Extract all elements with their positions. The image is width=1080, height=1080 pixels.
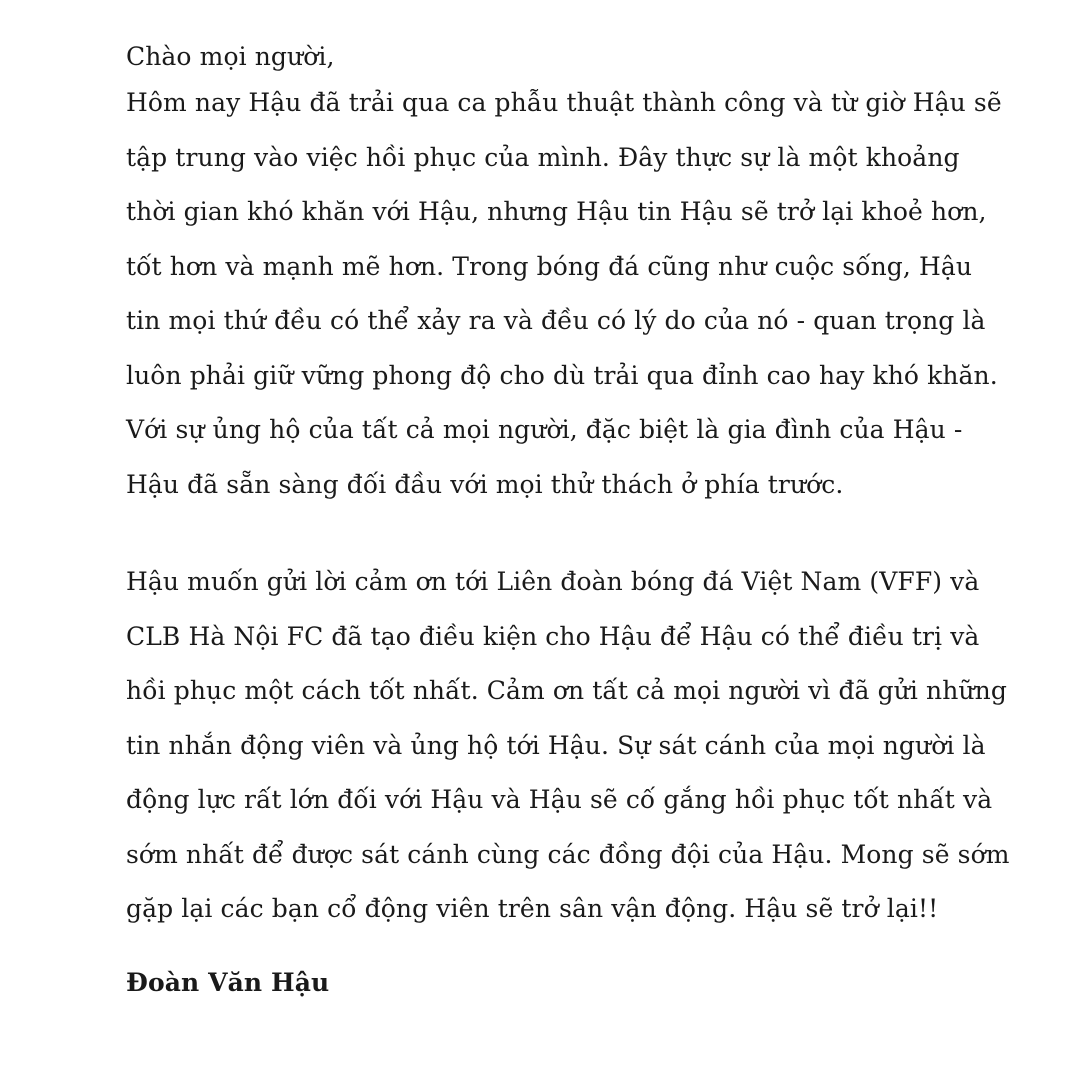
paragraph-1-line: Với sự ủng hộ của tất cả mọi người, đặc biệt là gia đình của Hậu - bbox=[126, 415, 963, 444]
paragraph-2-line: Hậu muốn gửi lời cảm ơn tới Liên đoàn bóng đá Việt Nam (VFF) và bbox=[126, 567, 980, 596]
paragraph-1-line: Hôm nay Hậu đã trải qua ca phẫu thuật thành công và từ giờ Hậu sẽ bbox=[126, 88, 1002, 117]
paragraph-1-line: luôn phải giữ vững phong độ cho dù trải qua đỉnh cao hay khó khăn. bbox=[126, 360, 998, 390]
paragraph-2-line: động lực rất lớn đối với Hậu và Hậu sẽ cố gắng hồi phục tốt nhất và bbox=[126, 785, 993, 814]
paragraph-2-line: tin nhắn động viên và ủng hộ tới Hậu. Sự sát cánh của mọi người là bbox=[126, 730, 986, 760]
greeting: Chào mọi người, bbox=[126, 42, 335, 71]
letter-body bbox=[126, 34, 1026, 1006]
paragraph-spacer bbox=[126, 516, 1026, 559]
paragraph-1-line: thời gian khó khăn với Hậu, nhưng Hậu tin Hậu sẽ trở lại khoẻ hơn, bbox=[126, 197, 987, 226]
paragraph-2-line: gặp lại các bạn cổ động viên trên sân vận động. Hậu sẽ trở lại!! bbox=[126, 894, 939, 923]
paragraph-2-line: CLB Hà Nội FC đã tạo điều kiện cho Hậu để Hậu có thể điều trị và bbox=[126, 621, 980, 651]
paragraph-2-line: hồi phục một cách tốt nhất. Cảm ơn tất cả mọi người vì đã gửi những bbox=[126, 676, 1007, 705]
paragraph-2 bbox=[126, 559, 1026, 941]
paragraph-1-line: tin mọi thứ đều có thể xảy ra và đều có lý do của nó - quan trọng là bbox=[126, 306, 986, 335]
paragraph-1-line: Hậu đã sẵn sàng đối đầu với mọi thử thách ở phía trước. bbox=[126, 469, 844, 499]
paragraph-1-line: tốt hơn và mạnh mẽ hơn. Trong bóng đá cũng như cuộc sống, Hậu bbox=[126, 251, 973, 281]
paragraph-1-line: tập trung vào việc hồi phục của mình. Đây thực sự là một khoảng bbox=[126, 142, 960, 172]
signature: Đoàn Văn Hậu bbox=[126, 967, 330, 997]
paragraph-1 bbox=[126, 80, 1026, 516]
paragraph-2-line: sớm nhất để được sát cánh cùng các đồng đội của Hậu. Mong sẽ sớm bbox=[126, 839, 1010, 869]
